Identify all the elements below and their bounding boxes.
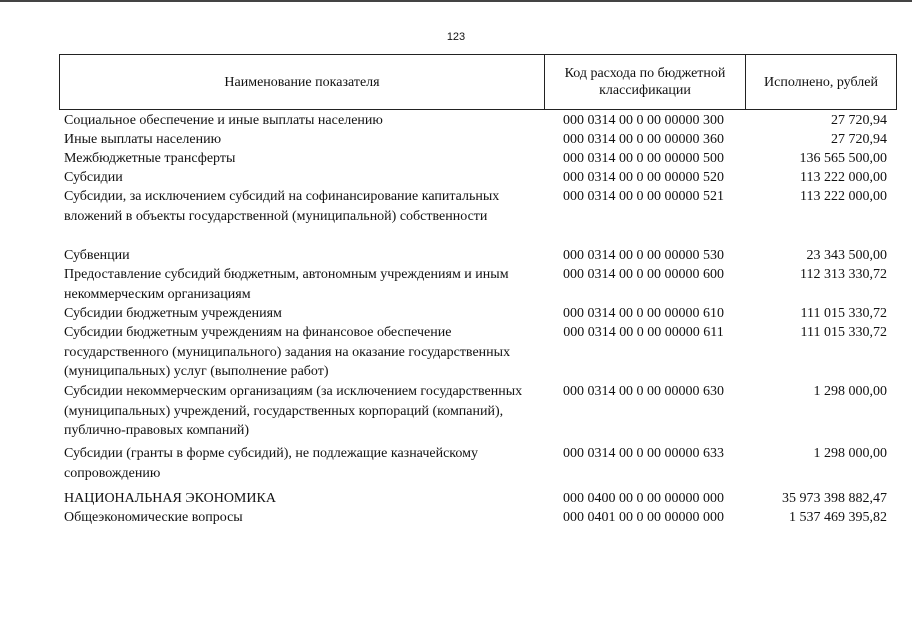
row-executed: 111 015 330,72 (800, 325, 887, 340)
row-executed: 27 720,94 (831, 132, 887, 147)
row-code: 000 0314 00 0 00 00000 520 (563, 170, 724, 185)
row-executed: 1 298 000,00 (813, 384, 887, 399)
row-name: Межбюджетные трансферты (64, 151, 236, 166)
row-code: 000 0314 00 0 00 00000 611 (563, 325, 724, 340)
row-name: Субсидии бюджетным учреждениям на финансовое обеспечение государственного (муниципального) задания на оказание государственных (муниципальных) услуг (выполнение работ) (64, 325, 511, 379)
header-executed: Исполнено, рублей (745, 55, 896, 109)
row-code: 000 0314 00 0 00 00000 633 (563, 446, 724, 461)
row-executed: 1 298 000,00 (813, 446, 887, 461)
page-number: 123 (446, 31, 466, 43)
page-top-edge (0, 0, 912, 2)
row-code: 000 0314 00 0 00 00000 600 (563, 267, 724, 282)
table-row (59, 489, 897, 508)
table-row (59, 304, 897, 323)
row-executed: 23 343 500,00 (806, 248, 887, 263)
row-executed: 113 222 000,00 (800, 170, 887, 185)
row-name: Субсидии бюджетным учреждениям (64, 306, 282, 321)
row-executed: 113 222 000,00 (800, 189, 887, 204)
row-executed: 112 313 330,72 (800, 267, 887, 282)
table-header (59, 54, 897, 110)
table-row (59, 441, 897, 484)
row-name: Субсидии (гранты в форме субсидий), не подлежащие казначейскому сопровождению (64, 446, 478, 481)
table-row (59, 187, 897, 246)
table-row (59, 111, 897, 130)
row-executed: 136 565 500,00 (799, 151, 887, 166)
header-name: Наименование показателя (224, 74, 380, 90)
row-name: Иные выплаты населению (64, 132, 222, 147)
row-executed: 35 973 398 882,47 (782, 491, 887, 506)
row-name: Субсидии, за исключением субсидий на софинансирование капитальных вложений в объекты государственной (муниципальной) собственности (64, 189, 500, 224)
row-executed: 111 015 330,72 (800, 306, 887, 321)
table-row (59, 265, 897, 304)
table-row (59, 246, 897, 265)
row-name: НАЦИОНАЛЬНАЯ ЭКОНОМИКА (64, 491, 276, 506)
row-name: Общеэкономические вопросы (64, 510, 243, 525)
row-name: Социальное обеспечение и иные выплаты населению (64, 113, 383, 128)
row-code: 000 0314 00 0 00 00000 360 (563, 132, 724, 147)
row-code: 000 0400 00 0 00 00000 000 (563, 491, 724, 506)
row-name: Субвенции (64, 248, 130, 263)
table-row (59, 168, 897, 187)
row-code: 000 0314 00 0 00 00000 500 (563, 151, 724, 166)
row-executed: 1 537 469 395,82 (789, 510, 887, 525)
row-code: 000 0314 00 0 00 00000 300 (563, 113, 724, 128)
row-code: 000 0314 00 0 00 00000 521 (563, 189, 724, 204)
table-row (59, 323, 897, 382)
row-code: 000 0401 00 0 00 00000 000 (563, 510, 724, 525)
table-row (59, 130, 897, 149)
table-body (59, 111, 897, 527)
table-row (59, 382, 897, 441)
header-code: Код расхода по бюджетной классификации (544, 55, 745, 109)
row-name: Субсидии некоммерческим организациям (за исключением государственных (муниципальных) учреждений, государственных корпораций (компаний), публично-правовых компаний) (64, 384, 523, 438)
row-name: Предоставление субсидий бюджетным, автономным учреждениям и иным некоммерческим организациям (64, 267, 509, 302)
table-row (59, 508, 897, 527)
row-executed: 27 720,94 (831, 113, 887, 128)
row-name: Субсидии (64, 170, 123, 185)
row-code: 000 0314 00 0 00 00000 530 (563, 248, 724, 263)
table-row (59, 149, 897, 168)
row-code: 000 0314 00 0 00 00000 630 (563, 384, 724, 399)
row-code: 000 0314 00 0 00 00000 610 (563, 306, 724, 321)
